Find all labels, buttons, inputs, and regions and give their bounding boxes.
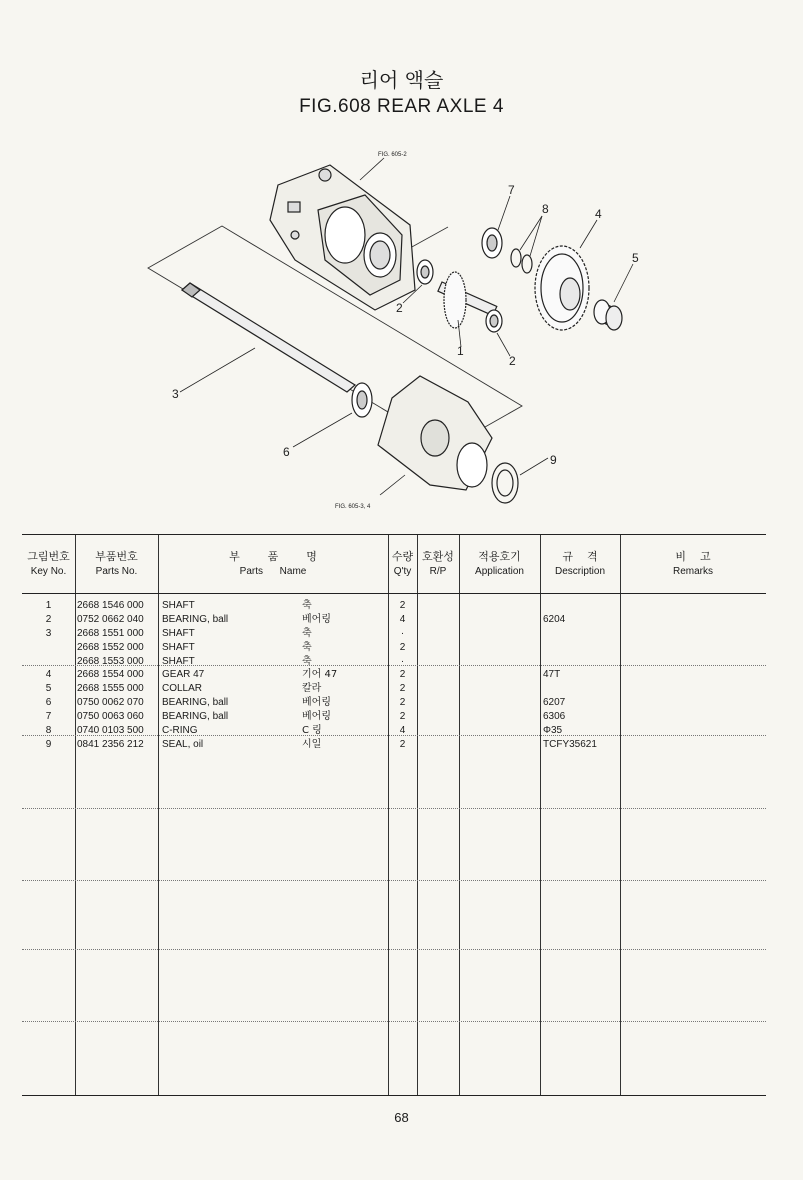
row-6-qty: 2 (399, 669, 406, 680)
row-8-qty: 2 (399, 697, 406, 708)
row-1-key-no: 1 (45, 600, 52, 611)
row-3-qty: · (400, 628, 405, 639)
row-6-description: 47T (543, 669, 561, 680)
title-korean: 리어 액슬 (359, 68, 444, 92)
row-4-part-name: SHAFT (162, 642, 195, 653)
row-9-part-name: BEARING, ball (162, 711, 229, 722)
row-5-qty: · (400, 656, 405, 667)
row-10-description: Φ35 (543, 725, 563, 736)
row-5-part-name: SHAFT (162, 656, 195, 667)
ref-bottom-label: FIG. 605-3, 4 (335, 504, 371, 510)
figure-title: FIG.608 REAR AXLE 4 (299, 96, 504, 117)
row-2-part-name-korean: 베어링 (302, 614, 331, 625)
row-6-part-name-korean: 기어 47 (302, 669, 338, 680)
row-3-part-no: 2668 1551 000 (77, 628, 144, 639)
callout-6: 6 (283, 445, 290, 459)
row-11-qty: 2 (399, 739, 406, 750)
header-application: 적용호기 Application (475, 550, 524, 577)
row-8-part-name: BEARING, ball (162, 697, 229, 708)
parts-table (22, 534, 766, 1096)
header-key-no: 그림번호 Key No. (27, 550, 70, 577)
row-1-part-no: 2668 1546 000 (77, 600, 144, 611)
gear-4 (535, 246, 589, 330)
row-10-qty: 4 (399, 725, 406, 736)
page-number: 68 (394, 1110, 409, 1125)
row-3-key-no: 3 (45, 628, 52, 639)
row-7-part-no: 2668 1555 000 (77, 683, 144, 694)
row-7-part-name: COLLAR (162, 683, 203, 694)
row-9-qty: 2 (399, 711, 406, 722)
oil-seal-9 (492, 463, 518, 503)
row-4-part-name-korean: 축 (302, 642, 312, 653)
row-9-description: 6306 (543, 711, 566, 722)
row-3-part-name: SHAFT (162, 628, 195, 639)
callout-1: 1 (457, 344, 464, 358)
header-description: 규 격 Description (554, 550, 606, 577)
callout-8: 8 (542, 202, 549, 216)
row-1-part-name: SHAFT (162, 600, 195, 611)
row-1-part-name-korean: 축 (302, 600, 312, 611)
row-10-part-name: C-RING (162, 725, 198, 736)
row-4-qty: 2 (399, 642, 406, 653)
row-11-key-no: 9 (45, 739, 52, 750)
row-2-key-no: 2 (45, 614, 52, 625)
ref-top-label: FIG. 605-2 (378, 152, 407, 158)
callout-7: 7 (508, 183, 515, 197)
lower-housing (378, 376, 492, 490)
row-9-part-name-korean: 베어링 (302, 711, 331, 722)
callout-4: 4 (595, 207, 602, 221)
callout-9: 9 (550, 453, 557, 467)
upper-housing (270, 165, 415, 310)
row-8-part-name-korean: 베어링 (302, 697, 331, 708)
bearing-2-left (417, 260, 433, 284)
callout-3: 3 (172, 387, 179, 401)
row-8-description: 6207 (543, 697, 566, 708)
row-3-part-name-korean: 축 (302, 628, 312, 639)
row-11-part-name-korean: 시일 (302, 739, 322, 750)
row-10-key-no: 8 (45, 725, 52, 736)
callout-5: 5 (632, 251, 639, 265)
bearing-2-right (486, 310, 502, 332)
callout-2-right: 2 (509, 354, 516, 368)
row-7-key-no: 5 (45, 683, 52, 694)
row-6-key-no: 4 (45, 669, 52, 680)
callout-2-left: 2 (396, 301, 403, 315)
bearing-7 (482, 228, 502, 258)
row-9-key-no: 7 (45, 711, 52, 722)
row-8-part-no: 0750 0062 070 (77, 697, 144, 708)
row-8-key-no: 6 (45, 697, 52, 708)
row-2-description: 6204 (543, 614, 566, 625)
c-rings-8 (511, 249, 532, 273)
row-6-part-name: GEAR 47 (162, 669, 205, 680)
header-parts-no: 부품번호 Parts No. (95, 550, 138, 577)
header-rp: 호환성 R/P (422, 550, 454, 577)
row-2-qty: 4 (399, 614, 406, 625)
header-qty: 수량 Q'ty (391, 550, 414, 577)
row-10-part-no: 0740 0103 500 (77, 725, 144, 736)
row-9-part-no: 0750 0063 060 (77, 711, 144, 722)
row-1-qty: 2 (399, 600, 406, 611)
row-7-part-name-korean: 칼라 (302, 683, 322, 694)
header-parts-name: 부 품 명 Parts Name (229, 550, 317, 577)
row-7-qty: 2 (399, 683, 406, 694)
collar-5 (594, 300, 622, 330)
header-remarks: 비 고 Remarks (672, 550, 713, 577)
row-11-part-name: SEAL, oil (162, 739, 204, 750)
row-5-part-name-korean: 축 (302, 656, 312, 667)
row-6-part-no: 2668 1554 000 (77, 669, 144, 680)
row-2-part-name: BEARING, ball (162, 614, 229, 625)
row-10-part-name-korean: C 링 (302, 725, 322, 736)
exploded-diagram (130, 140, 660, 520)
row-4-part-no: 2668 1552 000 (77, 642, 144, 653)
row-11-description: TCFY35621 (543, 739, 597, 750)
row-2-part-no: 0752 0662 040 (77, 614, 144, 625)
row-5-part-no: 2668 1553 000 (77, 656, 144, 667)
row-11-part-no: 0841 2356 212 (77, 739, 144, 750)
bearing-6 (352, 383, 372, 417)
